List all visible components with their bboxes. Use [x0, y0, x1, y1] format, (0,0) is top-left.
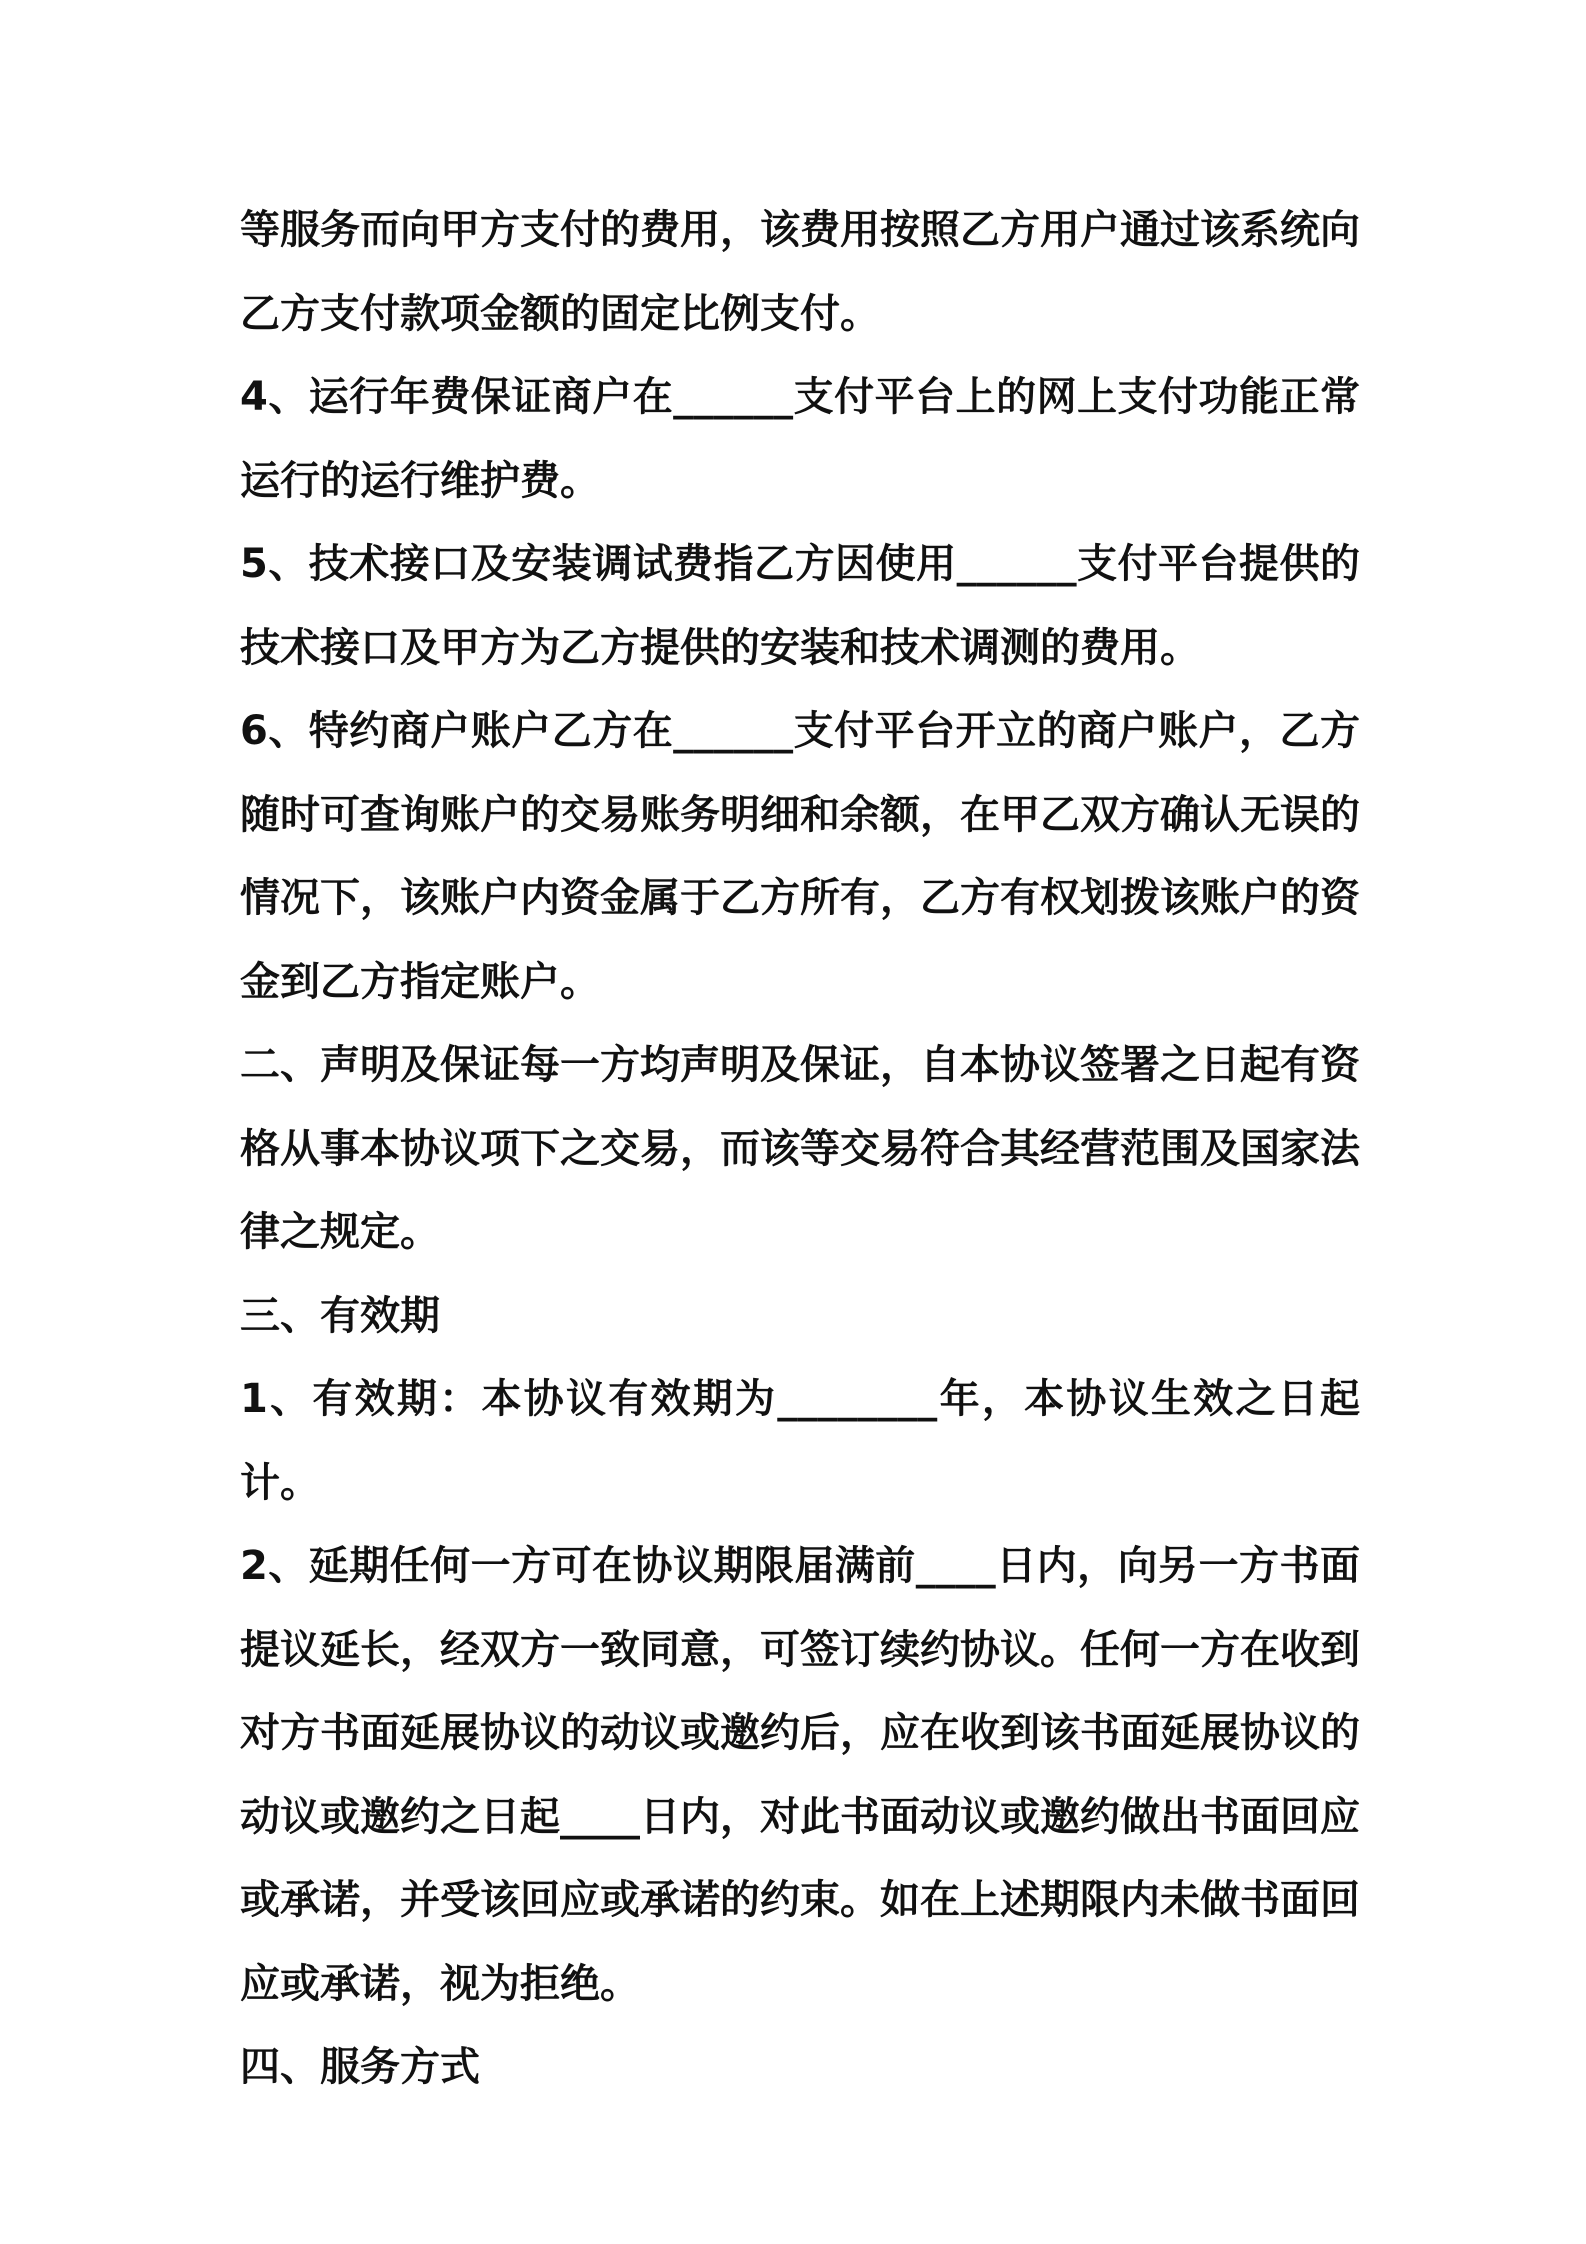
paragraph-merchant-account: 6、特约商户账户乙方在______支付平台开立的商户账户，乙方随时可查询账户的交易账务明细和余额，在甲乙双方确认无误的情况下，该账户内资金属于乙方所有，乙方有权划拨该账户的资金到乙方指定账户。: [240, 708, 1360, 1005]
paragraph-annual-fee: 4、运行年费保证商户在______支付平台上的网上支付功能正常运行的运行维护费。: [240, 374, 1360, 504]
paragraph-extension: 2、延期任何一方可在协议期限届满前____日内，向另一方书面提议延长，经双方一致同意，可签订续约协议。任何一方在收到对方书面延展协议的动议或邀约后，应在收到该书面延展协议的动议或邀约之日起____日内，对此书面动议或邀约做出书面回应或承诺，并受该回应或承诺的约束。如在上述期限内未做书面回应或承诺，视为拒绝。: [240, 1543, 1360, 2007]
paragraph-interface-fee: 5、技术接口及安装调试费指乙方因使用______支付平台提供的技术接口及甲方为乙方提供的安装和技术调测的费用。: [240, 541, 1360, 671]
paragraph-fee-continuation: 等服务而向甲方支付的费用，该费用按照乙方用户通过该系统向乙方支付款项金额的固定比例支付。: [240, 207, 1360, 337]
paragraph-declarations: 二、声明及保证每一方均声明及保证，自本协议签署之日起有资格从事本协议项下之交易，而该等交易符合其经营范围及国家法律之规定。: [240, 1042, 1360, 1255]
paragraph-validity-term: 1、有效期：本协议有效期为________年，本协议生效之日起计。: [240, 1376, 1360, 1506]
document-body: [240, 189, 1360, 2110]
section-heading-service-mode: 四、服务方式: [240, 2044, 480, 2090]
section-heading-validity: 三、有效期: [240, 1292, 440, 1339]
